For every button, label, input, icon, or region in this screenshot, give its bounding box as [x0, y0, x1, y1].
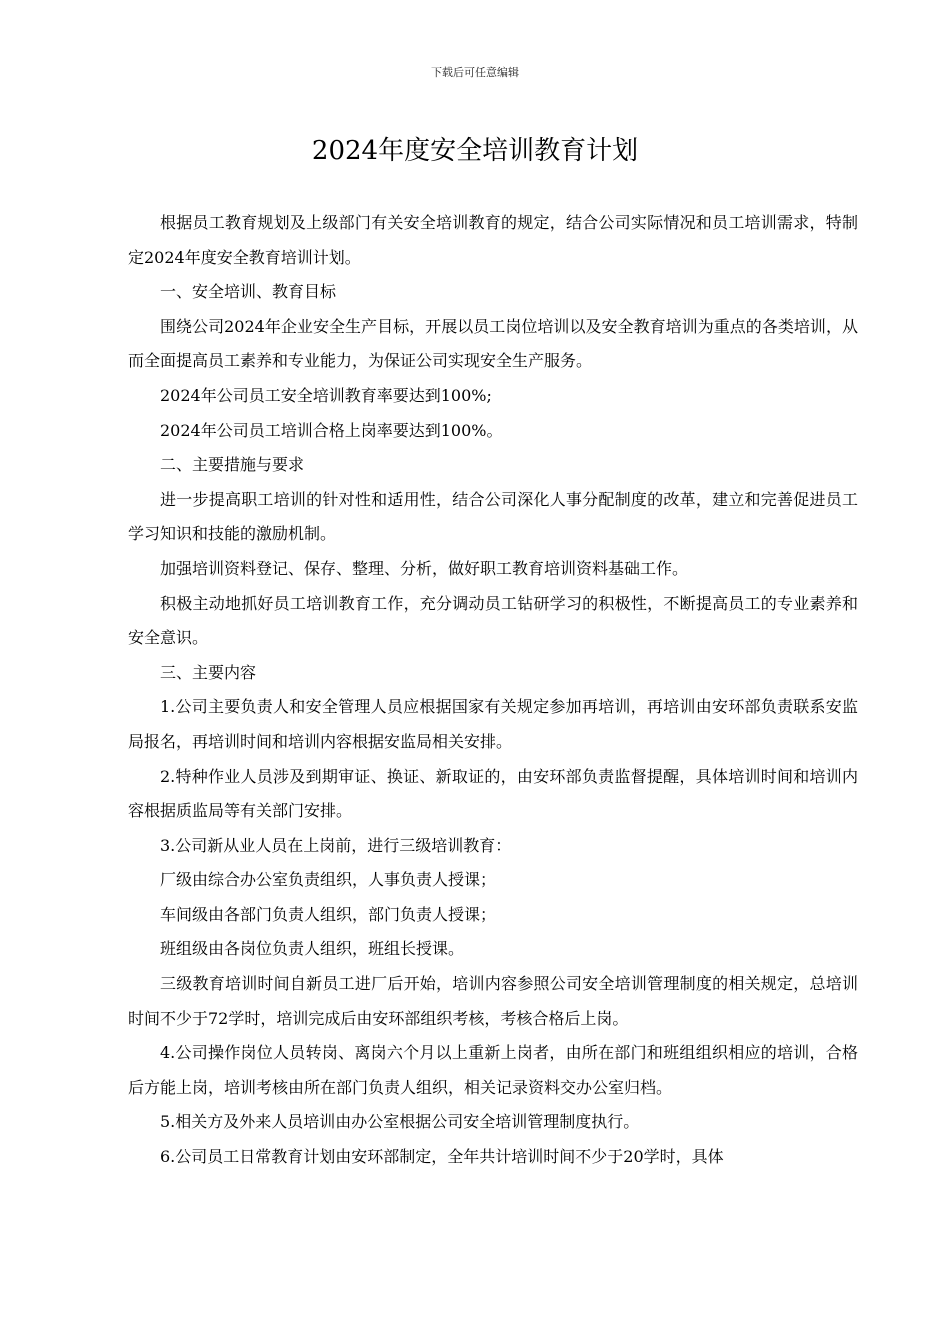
section-heading-2: 二、主要措施与要求	[160, 455, 305, 475]
document-body	[128, 206, 858, 1175]
paragraph: 5.相关方及外来人员培训由办公室根据公司安全培训管理制度执行。	[160, 1112, 640, 1132]
document-title: 2024年度安全培训教育计划	[311, 136, 639, 166]
paragraph: 加强培训资料登记、保存、整理、分析，做好职工教育培训资料基础工作。	[160, 558, 689, 578]
paragraph: 6.公司员工日常教育计划由安环部制定，全年共计培训时间不少于20学时，具体	[160, 1147, 724, 1167]
paragraph: 车间级由各部门负责人组织，部门负责人授课；	[160, 904, 497, 924]
paragraph: 1.公司主要负责人和安全管理人员应根据国家有关规定参加再培训，再培训由安环部负责联系安监局报名，再培训时间和培训内容根据安监局相关安排。	[128, 697, 858, 751]
paragraph: 积极主动地抓好员工培训教育工作，充分调动员工钻研学习的积极性，不断提高员工的专业素养和安全意识。	[128, 593, 858, 648]
paragraph: 3.公司新从业人员在上岗前，进行三级培训教育：	[160, 835, 512, 855]
section-heading-1: 一、安全培训、教育目标	[160, 282, 337, 302]
paragraph: 2.特种作业人员涉及到期审证、换证、新取证的，由安环部负责监督提醒，具体培训时间和培训内容根据质监局等有关部门安排。	[128, 766, 858, 821]
page-header-note: 下载后可任意编辑	[431, 66, 519, 79]
paragraph: 2024年公司员工安全培训教育率要达到100%;	[160, 385, 492, 405]
paragraph: 三级教育培训时间自新员工进厂后开始，培训内容参照公司安全培训管理制度的相关规定，总培训时间不少于72学时，培训完成后由安环部组织考核，考核合格后上岗。	[128, 974, 858, 1028]
paragraph: 班组级由各岗位负责人组织，班组长授课。	[160, 939, 465, 959]
section-heading-3: 三、主要内容	[160, 662, 257, 682]
paragraph: 2024年公司员工培训合格上岗率要达到100%。	[160, 420, 503, 440]
paragraph: 厂级由综合办公室负责组织，人事负责人授课；	[160, 870, 497, 890]
paragraph: 围绕公司2024年企业安全生产目标，开展以员工岗位培训以及安全教育培训为重点的各类培训，从而全面提高员工素养和专业能力，为保证公司实现安全生产服务。	[128, 316, 858, 371]
paragraph: 进一步提高职工培训的针对性和适用性，结合公司深化人事分配制度的改革，建立和完善促进员工学习知识和技能的激励机制。	[128, 489, 858, 544]
paragraph-intro: 根据员工教育规划及上级部门有关安全培训教育的规定，结合公司实际情况和员工培训需求，特制定2024年度安全教育培训计划。	[128, 213, 858, 267]
paragraph: 4.公司操作岗位人员转岗、离岗六个月以上重新上岗者，由所在部门和班组组织相应的培训，合格后方能上岗，培训考核由所在部门负责人组织，相关记录资料交办公室归档。	[128, 1043, 858, 1097]
